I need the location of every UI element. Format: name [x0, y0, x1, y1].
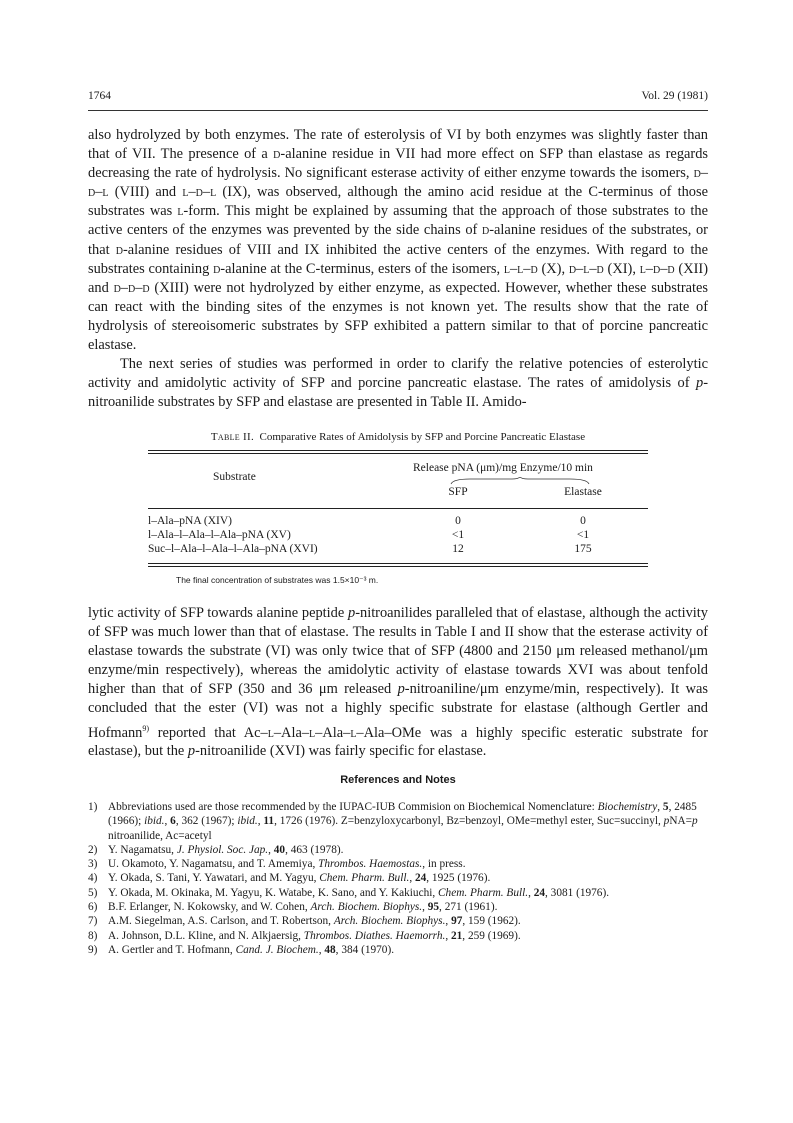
text-run: -alanine at the C-terminus, esters of the isomers,	[220, 260, 504, 277]
col-header-elastase: Elastase	[564, 486, 602, 498]
text-run: The next series of studies was performed in order to clarify the relative potencies of esterolytic activity and amidolytic activity of SFP and porcine pancreatic elastase. The rates of amidolysis of	[88, 356, 708, 392]
citation-superscript: 9)	[142, 723, 150, 733]
text-run: l	[350, 724, 357, 741]
references-list	[88, 800, 708, 957]
header-rule	[88, 110, 708, 111]
text-run: d–d–d	[113, 279, 150, 296]
brace-icon	[450, 477, 590, 485]
reference-item: 4) Y. Okada, S. Tani, Y. Yawatari, and M. Yagyu, Chem. Pharm. Bull., 24, 1925 (1976).	[88, 872, 491, 885]
paragraph-2	[88, 355, 708, 412]
text-run: –Ala–	[273, 724, 310, 741]
table-row-1-elastase: 0	[580, 515, 586, 527]
table-row-2-substrate: l–Ala–l–Ala–l–Ala–pNA (XV)	[148, 529, 291, 541]
paragraph-3	[88, 604, 708, 762]
text-run: p	[348, 605, 356, 621]
text-run: (XI),	[603, 260, 640, 277]
text-run: l	[309, 724, 316, 741]
text-run: l–l–d	[503, 260, 538, 277]
col-header-group: Release pNA (μm)/mg Enzyme/10 min	[413, 462, 593, 474]
text-run: l	[267, 724, 274, 741]
table-title: Comparative Rates of Amidolysis by SFP and Porcine Pancreatic Elastase	[259, 431, 586, 443]
text-run: l–d–d	[639, 260, 675, 277]
text-run: d–l–d	[568, 260, 604, 277]
reference-item: 2) Y. Nagamatsu, J. Physiol. Soc. Jap., 40, 463 (1978).	[88, 843, 344, 856]
table-row-1-substrate: l–Ala–pNA (XIV)	[148, 515, 232, 527]
page-header	[88, 90, 708, 110]
reference-item: 1) Abbreviations used are those recommended by the IUPAC-IUB Commision on Biochemical Nomenclature: Biochemistry, 5, 2485 (1966); ibid., 6, 362 (1967); ibid., 11, 1726 (1976). Z=benzyloxycarbonyl, Bz=benzoyl, OMe=methyl ester, Suc=succinyl, pNA=p nitroanilide, Ac=acetyl	[88, 801, 698, 842]
table-caption	[88, 431, 708, 443]
table-mid-rule	[148, 508, 648, 509]
volume-label: Vol. 29 (1981)	[641, 90, 708, 102]
reference-item: 6) B.F. Erlanger, N. Kokowsky, and W. Cohen, Arch. Biochem. Biophys., 95, 271 (1961).	[88, 901, 498, 914]
text-run: –Ala–OMe was a highly specific esteratic substrate for elastase), but the	[88, 724, 709, 760]
table-top-rule	[148, 450, 648, 454]
reference-item: 8) A. Johnson, D.L. Kline, and N. Alkjaersig, Thrombos. Diathes. Haemorrh., 21, 259 (1969).	[88, 929, 521, 942]
table-row-1-sfp: 0	[455, 515, 461, 527]
table-row-2-sfp: <1	[451, 529, 465, 541]
reference-item: 3) U. Okamoto, Y. Nagamatsu, and T. Amemiya, Thrombos. Haemostas., in press.	[88, 858, 466, 871]
text-run: –Ala–	[315, 724, 351, 741]
text-run: lytic activity of SFP towards alanine peptide	[88, 605, 348, 621]
text-run: l–d–l	[182, 184, 217, 201]
text-run: reported that Ac–	[149, 724, 268, 741]
col-header-substrate: Substrate	[213, 471, 256, 483]
reference-item: 7) A.M. Siegelman, A.S. Carlson, and T. Robertson, Arch. Biochem. Biophys., 97, 159 (1962).	[88, 915, 521, 928]
text-run: -form. This might be explained by assuming that the approach of those substrates to the active centers of the enzymes was prevented by the side chains of	[88, 203, 708, 239]
reference-item: 9) A. Gertler and T. Hofmann, Cand. J. Biochem., 48, 384 (1970).	[88, 943, 395, 956]
table-bottom-rule	[148, 563, 648, 567]
text-run: -alanine residues of the substrates, or that	[88, 222, 708, 258]
text-run: (XII) and	[88, 260, 708, 296]
col-header-sfp: SFP	[448, 486, 468, 498]
table-row-3-substrate: Suc–l–Ala–l–Ala–l–Ala–pNA (XVI)	[148, 543, 318, 555]
table-row-3-sfp: 12	[452, 543, 464, 555]
text-run: -nitroanilide substrates by SFP and elastase are presented in Table II. Amido-	[88, 375, 708, 411]
text-run: d	[115, 241, 123, 258]
text-run: (IX), was observed, although the amino acid residue at the C-terminus of those substrates was	[88, 184, 708, 220]
text-run: d	[482, 222, 490, 239]
text-run: p	[696, 375, 704, 392]
text-run: p	[397, 681, 405, 698]
references-title: References and Notes	[340, 774, 456, 786]
text-run: d	[213, 260, 221, 277]
table-label: Table II.	[210, 431, 255, 443]
text-run: also hydrolyzed by both enzymes. The rate of esterolysis of VI by both enzymes was slightly faster than that of VII. The presence of a	[88, 127, 708, 163]
page-number: 1764	[88, 90, 111, 102]
paragraph-1	[88, 126, 708, 355]
text-run: d	[273, 146, 281, 163]
reference-item: 5) Y. Okada, M. Okinaka, M. Yagyu, K. Watabe, K. Sano, and Y. Kakiuchi, Chem. Pharm. Bull., 24, 3081 (1976).	[88, 886, 610, 899]
table-row-3-elastase: 175	[574, 543, 592, 555]
table-footnote: The final concentration of substrates was 1.5×10⁻³ m.	[176, 575, 379, 585]
text-run: -nitroanilide (XVI) was fairly specific for elastase.	[195, 743, 487, 760]
text-run: -alanine residues of VIII and IX inhibited the active centers of the enzymes. With regard to the substrates containing	[88, 241, 708, 277]
text-run: l	[177, 203, 184, 220]
text-run: (XIII) were not hydrolyzed by either enzyme, as expected. However, whether these substrates can react with the binding sites of the enzymes is not known yet. The results show that the rate of hydrolysis of stereoisomeric substrates by SFP exhibited a pattern similar to that of porcine pancreatic elastase.	[88, 279, 708, 354]
text-run: p	[187, 743, 196, 760]
text-run: d–d–l	[88, 165, 708, 201]
text-run: -alanine residue in VII had more effect on SFP than elastase as regards decreasing the rate of hydrolysis. No significant esterase activity of either enzyme towards the isomers,	[88, 146, 708, 182]
text-run: -nitroaniline/μm enzyme/min, respectively). It was concluded that the ester (VI) was not a highly specific substrate for elastase (although Gertler and Hofmann	[88, 681, 708, 741]
table-row-2-elastase: <1	[576, 529, 590, 541]
text-run: (VIII) and	[108, 184, 183, 201]
text-run: -nitroanilides paralleled that of elastase, although the activity of SFP was much lower than that of elastase. The results in Table I and II show that the esterase activity of elastase towards the substrate (VI) was only twice that of SFP (4800 and 2150 μm released methanol/μm enzyme/min respectively), whereas the amidolytic activity of elastase towards XVI was about tenfold higher than that of SFP (350 and 36 μm released	[88, 605, 708, 698]
text-run: (X),	[537, 260, 569, 277]
